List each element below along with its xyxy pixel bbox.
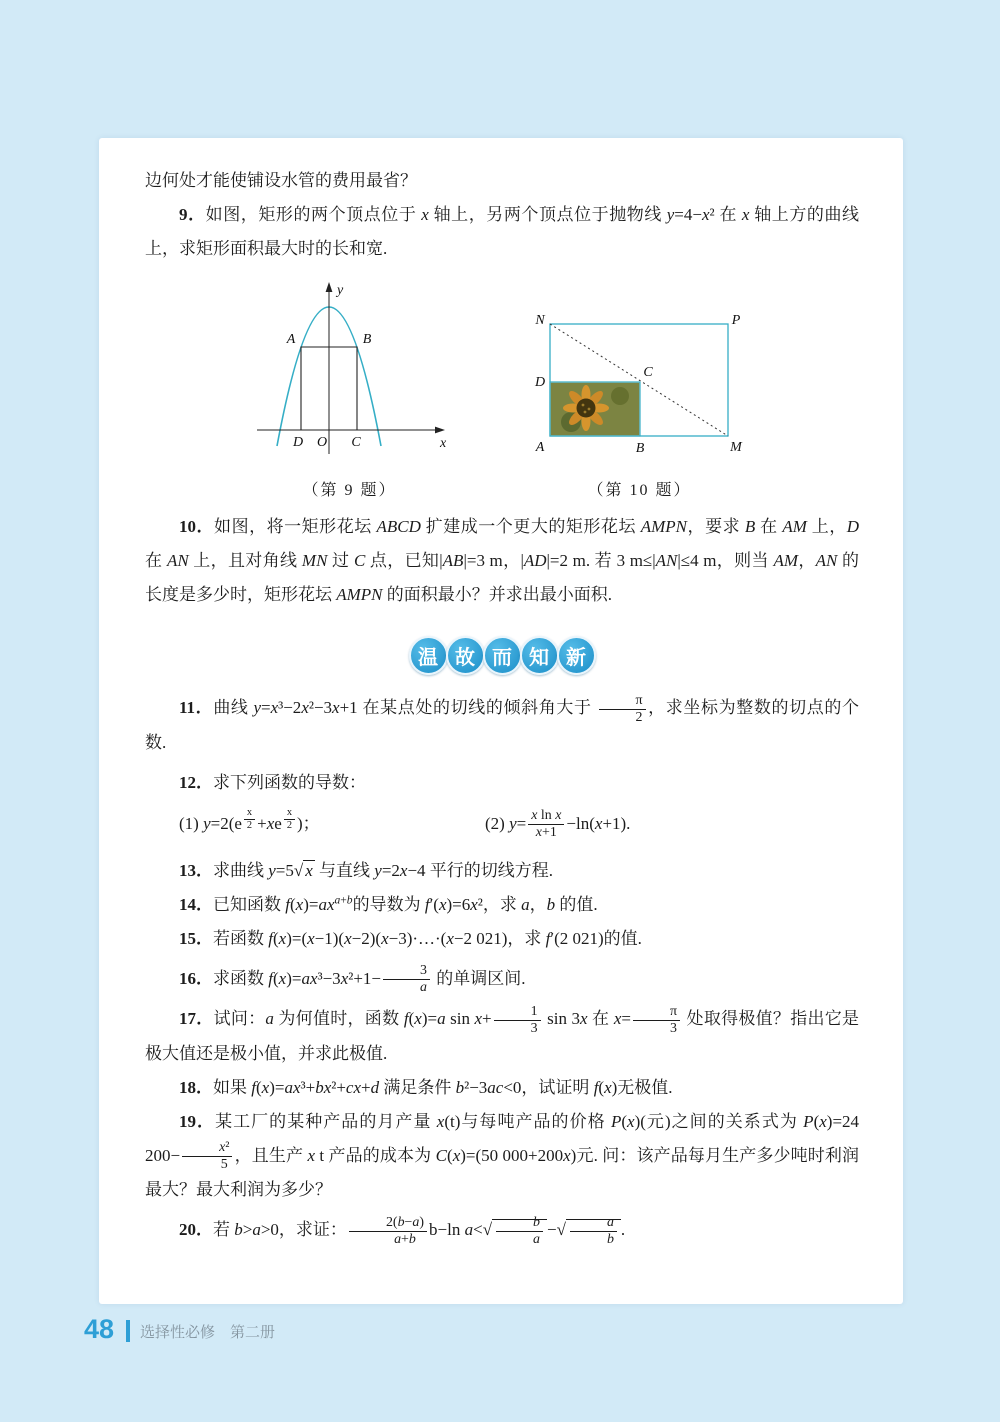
badge-char-5: 新 (557, 636, 596, 675)
fig9-label-O: O (316, 435, 328, 450)
problem-15: 15．若函数 f(x)=(x−1)(x−2)(x−3)·…·(x−2 021)，求 f′(2 021)的值. (179, 928, 642, 948)
textbook-page (99, 138, 903, 1304)
fig10-label-B: B (635, 441, 645, 456)
fig10-label-N: N (535, 313, 545, 328)
problem-12-item-2: (2) y= $\frac{\text{x ln x}}{x+1}$ −ln(x+1). (485, 808, 631, 841)
fig10-label-A: A (535, 440, 545, 455)
problem-16: 16．求函数 f(x)=ax³−3x²+1− $\frac{3}{a}$ 的单调区间. (179, 963, 526, 996)
problem-13: 13．求曲线 y=5√ x 与直线 y=2x−4 平行的切线方程. (179, 860, 554, 880)
fig10-label-P: P (731, 313, 741, 328)
continuation-text: 边何处才能使铺设水管的费用最省？ (145, 171, 417, 190)
problem-9: 9．如图，矩形的两个顶点位于 x 轴上，另两个顶点位于抛物线 y=4−x² 在 x 轴上方的曲线上，求矩形面积最大时的长和宽. (145, 205, 860, 258)
footer-series-title: 选择性必修 第二册 (140, 1324, 276, 1341)
problem-12-heading: 12．求下列函数的导数： (179, 772, 366, 792)
fig9-label-C: C (351, 435, 361, 450)
figure-9 (247, 278, 452, 500)
x-axis-arrow (435, 427, 445, 434)
fig9-label-B: B (362, 332, 372, 347)
problem-12-item-1: (1) y=2(e $^{\frac{x}{2}}$ +xe $^{\frac{x}{2}}$ )； (179, 806, 320, 833)
badge-char-4: 知 (520, 636, 559, 675)
figure-9-diagram (247, 278, 452, 468)
footer-divider (126, 1320, 130, 1342)
problem-10: 10．如图，将一矩形花坛 ABCD 扩建成一个更大的矩形花坛 AMPN，要求 B 在 AM 上，D 在 AN 上，且对角线 MN 过 C 点，已知|AB|=3 m，|AD|=2 m. 若 3 m≤|AN|≤4 m，则当 AM，AN 的长度是多少时，矩形花坛 AMPN 的面积最小？并求出最小面积. (145, 517, 860, 604)
badge-char-2: 故 (446, 636, 485, 675)
problem-12-items (145, 800, 859, 848)
figure-10-diagram (522, 310, 757, 468)
figure-10 (522, 310, 757, 500)
problem-20: 20．若 b>a>0，求证： $\frac{2(b-a)}{a+b}$ b−ln a<√ $\frac{b}{a}$ −√ $\frac{a}{b}$ . (179, 1215, 626, 1248)
fig9-label-D: D (292, 435, 304, 450)
figure-9-caption: （第 9 题） (302, 482, 397, 499)
problem-19: 19．某工厂的某种产品的月产量 x(t)与每吨产品的价格 P(x)(元)之间的关系式为 P(x)=24 200− $\frac{\text{x²}}{5}$ ，且生产 x t 产品的成本为 C(x)=(50 000+200x)元. 问：该产品每月生产多少吨时利润最大？最大利润为多少？ (145, 1111, 860, 1200)
badge-char-3: 而 (483, 636, 522, 675)
figures-row (145, 278, 859, 500)
problem-14: 14．已知函数 $f(x)=ax^{a+b}$的导数为 f′(x)=6x²，求 a，b 的值. (179, 892, 598, 914)
fig10-label-C: C (643, 365, 653, 380)
fig10-label-M: M (730, 440, 742, 455)
problem-11: 11．曲线 y=x³−2x²−3x+1 在某点处的切线的倾斜角大于 $\frac{\pi}{2}$ ，求坐标为整数的切点的个数. (145, 692, 860, 752)
figure-10-caption: （第 10 题） (587, 482, 692, 499)
flower-photo (551, 383, 640, 436)
fig10-label-D: D (534, 375, 546, 390)
problem-17: 17．试问：a 为何值时，函数 f(x)=a sin x+ $\frac{1}{3}$ sin 3x 在 x= $\frac{\pi}{3}$ 处取得极值？指出它是极大值还是极小值，并求此极值. (145, 1003, 860, 1063)
page-footer (84, 1314, 275, 1345)
fig9-label-A: A (286, 332, 296, 347)
page-number: 48 (84, 1314, 115, 1344)
review-badge (145, 636, 859, 675)
fig9-label-x: x (440, 436, 447, 451)
badge-char-1: 温 (409, 636, 448, 675)
problem-18: 18．如果 f(x)=ax³+bx²+cx+d 满足条件 b²−3ac<0，试证明 f(x)无极值. (179, 1077, 673, 1097)
y-axis-arrow (326, 282, 333, 292)
fig9-label-y: y (337, 283, 344, 298)
